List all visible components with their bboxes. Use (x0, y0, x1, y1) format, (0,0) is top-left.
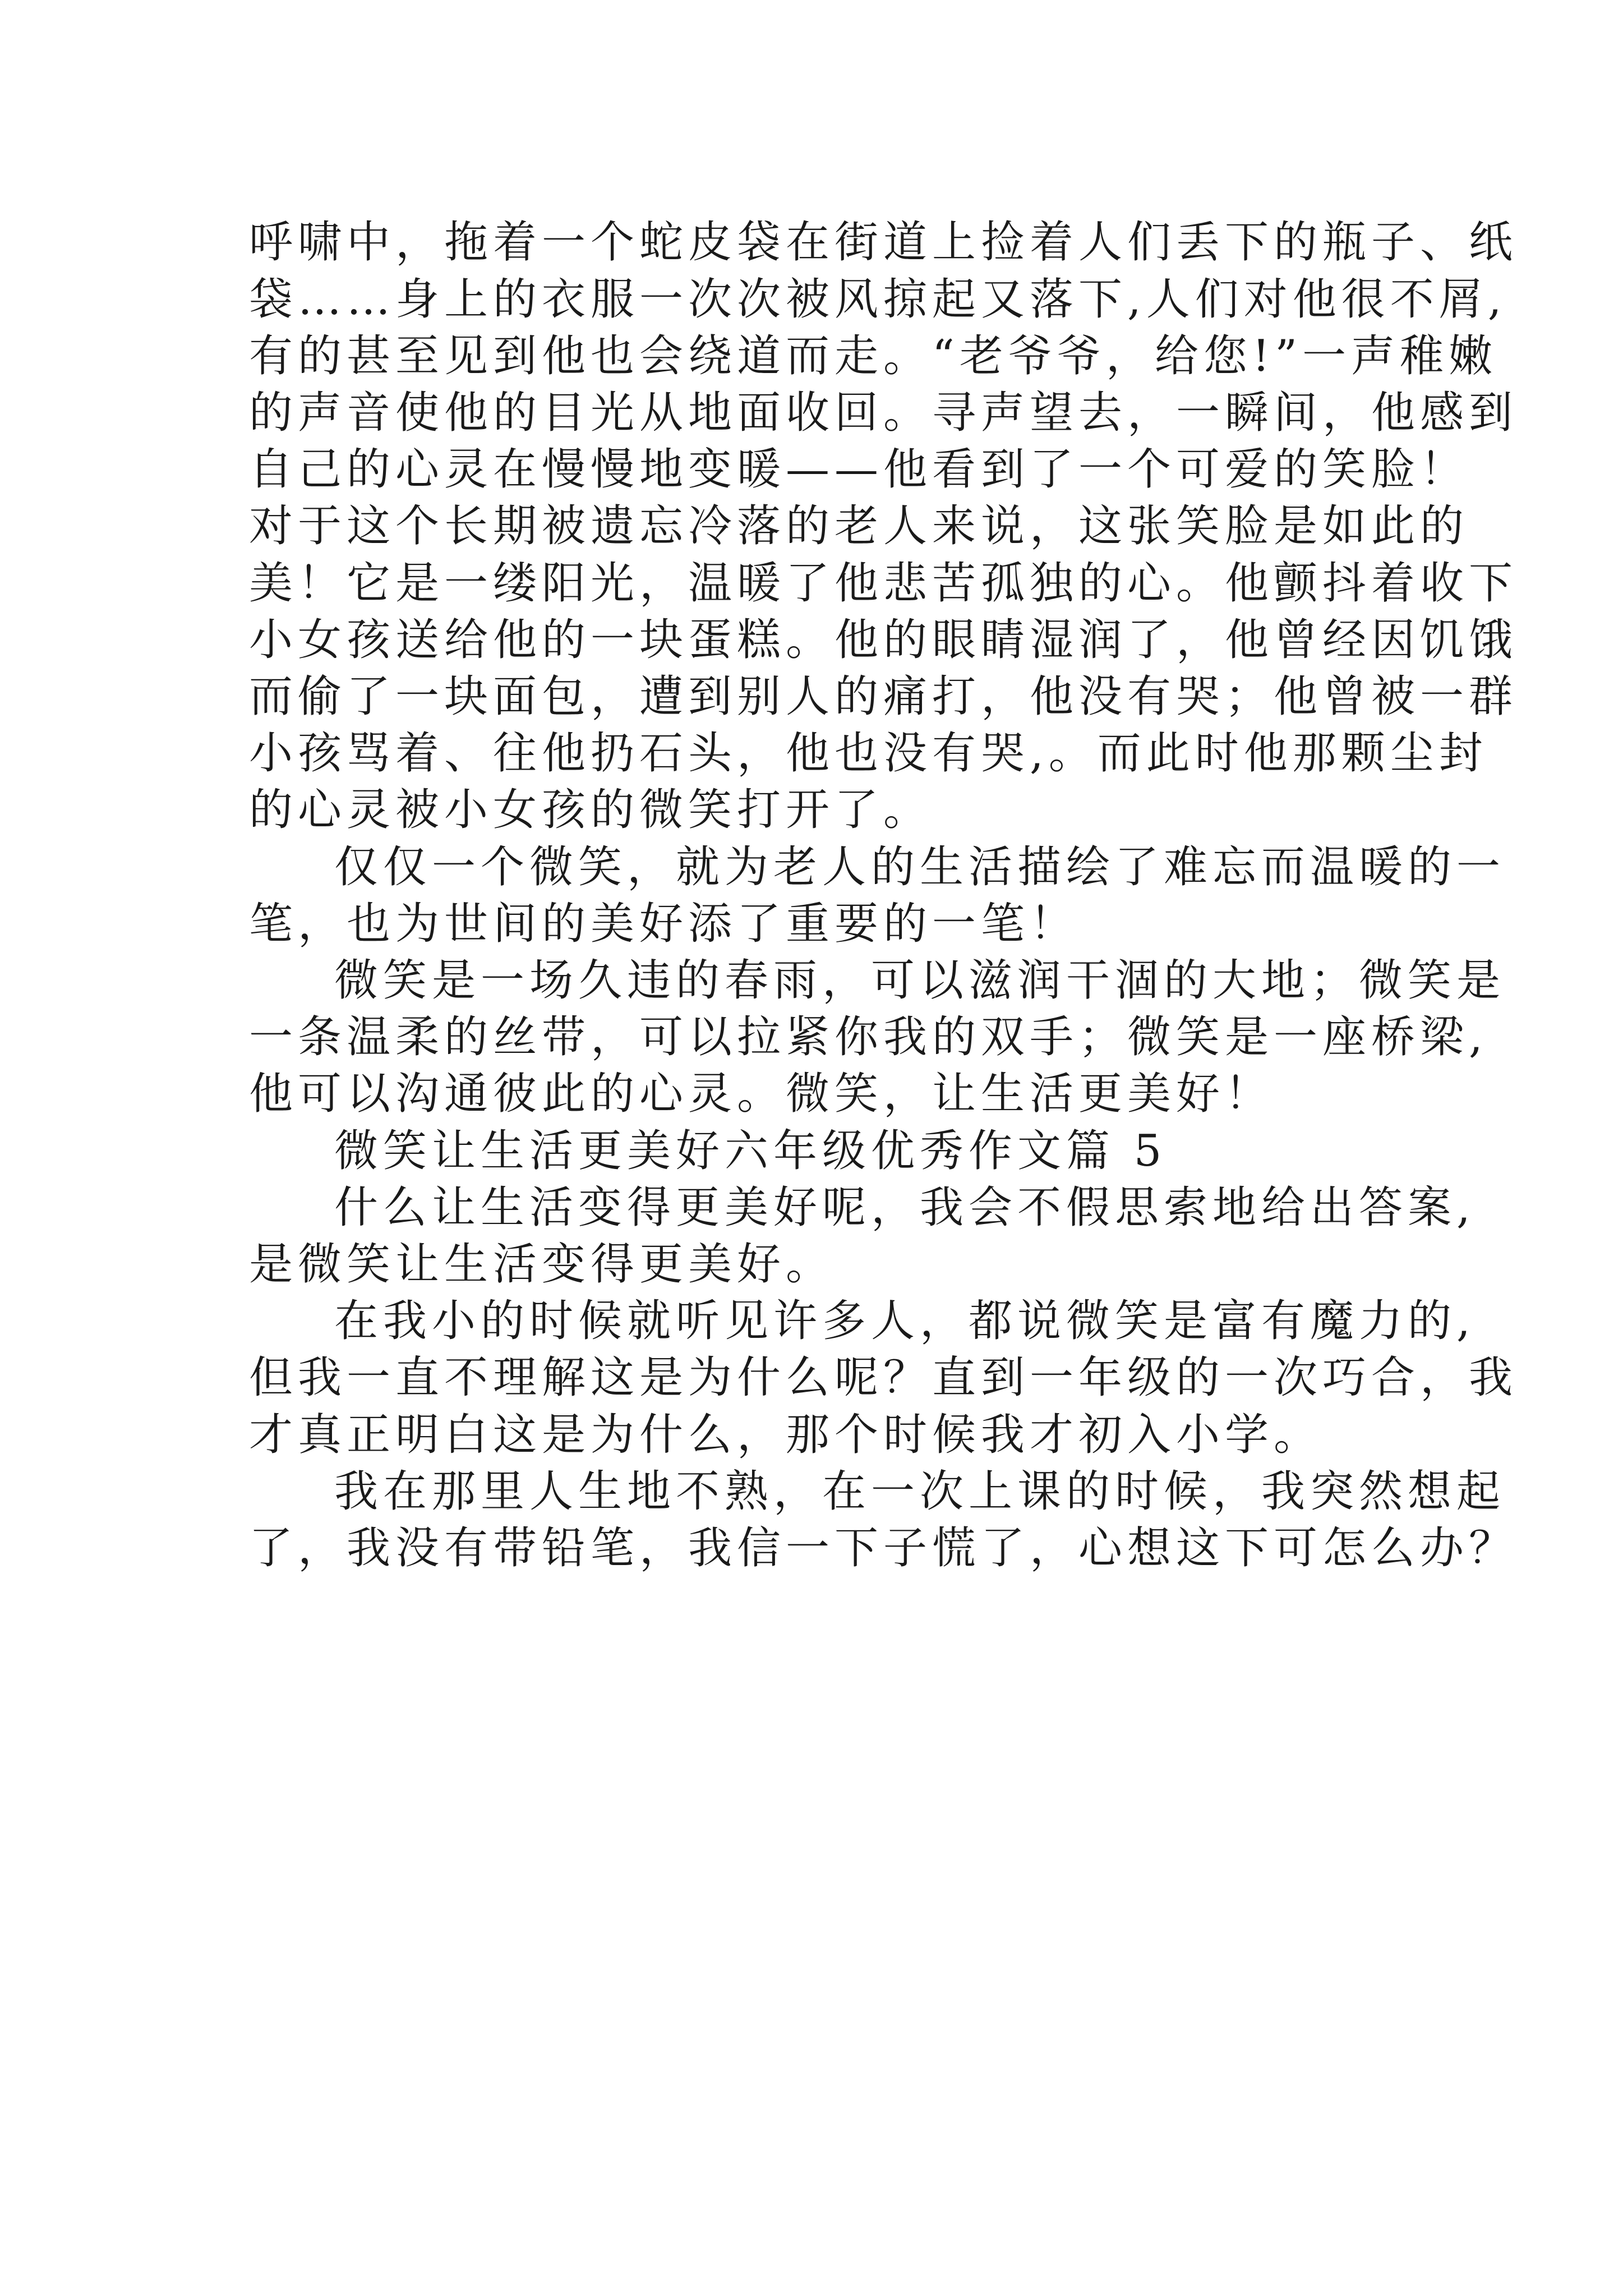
text-line: 他可以沟通彼此的心灵。微笑，让生活更美好！ (249, 1069, 1274, 1119)
text-line: 袋……身上的衣服一次次被风掠起又落下,人们对他很不屑, (249, 274, 1507, 325)
text-line: 但我一直不理解这是为什么呢？直到一年级的一次巧合，我 (249, 1352, 1518, 1403)
text-line: 笔，也为世间的美好添了重要的一笔！ (249, 899, 1079, 949)
text-line: 小女孩送给他的一块蛋糕。他的眼睛湿润了，他曾经因饥饿 (249, 615, 1518, 665)
text-line: 而偷了一块面包，遭到别人的痛打，他没有哭；他曾被一群 (249, 671, 1518, 722)
text-line: 才真正明白这是为什么，那个时候我才初入小学。 (249, 1410, 1323, 1460)
text-line: 有的甚至见到他也会绕道而走。“老爷爷，给您!”一声稚嫩 (249, 331, 1498, 381)
text-line: 是微笑让生活变得更美好。 (249, 1239, 835, 1290)
paragraph-start-line: 什么让生活变得更美好呢，我会不假思索地给出答案, (334, 1182, 1476, 1233)
text-line: 美！它是一缕阳光，温暖了他悲苦孤独的心。他颤抖着收下 (249, 558, 1518, 609)
paragraph-start-line: 在我小的时候就听见许多人，都说微笑是富有魔力的, (334, 1296, 1476, 1346)
section-heading: 微笑让生活更美好六年级优秀作文篇 5 (334, 1126, 1167, 1176)
text-line: 了，我没有带铅笔，我信一下子慌了，心想这下可怎么办？ (249, 1523, 1518, 1573)
text-line: 自己的心灵在慢慢地变暖——他看到了一个可爱的笑脸！ (249, 444, 1469, 495)
text-line: 对于这个长期被遗忘冷落的老人来说，这张笑脸是如此的 (249, 501, 1469, 551)
text-line: 一条温柔的丝带，可以拉紧你我的双手；微笑是一座桥梁, (249, 1012, 1488, 1062)
text-line: 小孩骂着、往他扔石头，他也没有哭,。而此时他那颗尘封 (249, 728, 1488, 779)
text-line: 的心灵被小女孩的微笑打开了。 (249, 785, 933, 835)
text-line: 的声音使他的目光从地面收回。寻声望去，一瞬间，他感到 (249, 388, 1518, 438)
paragraph-start-line: 仅仅一个微笑，就为老人的生活描绘了难忘而温暖的一 (334, 842, 1506, 892)
paragraph-start-line: 我在那里人生地不熟，在一次上课的时候，我突然想起 (334, 1466, 1506, 1517)
paragraph-start-line: 微笑是一场久违的春雨，可以滋润干涸的大地；微笑是 (334, 955, 1506, 1006)
text-line: 呼啸中，拖着一个蛇皮袋在街道上捡着人们丢下的瓶子、纸 (249, 217, 1518, 268)
